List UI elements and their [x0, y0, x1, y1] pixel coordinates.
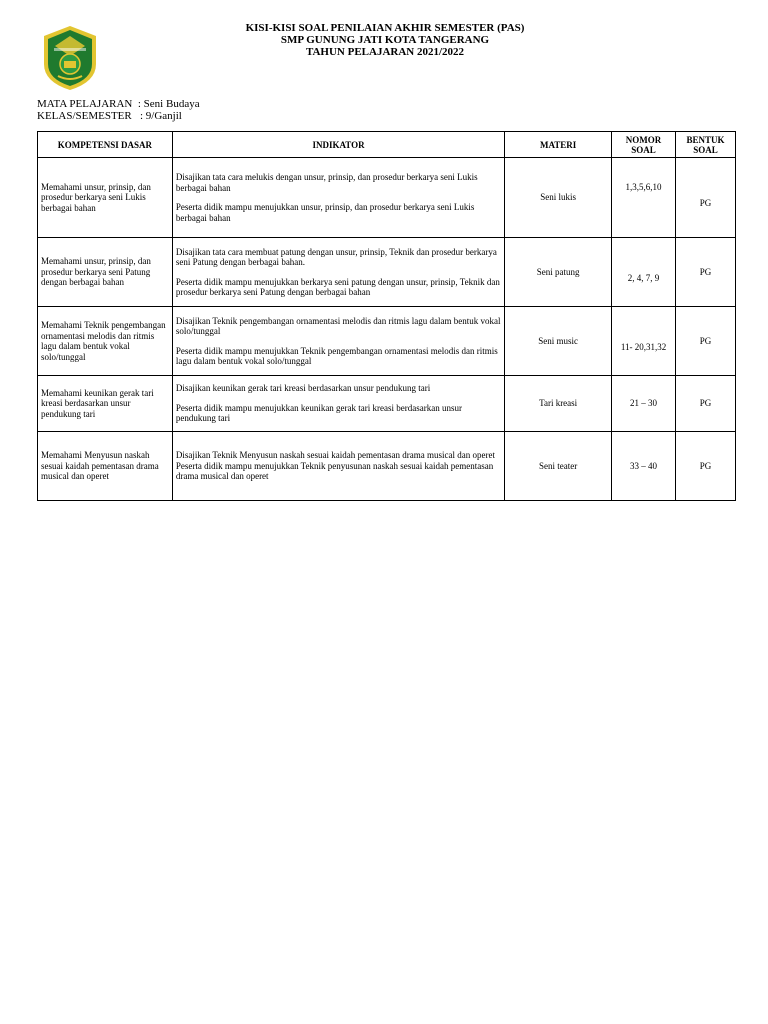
table-row	[38, 432, 736, 501]
indikator-text: Disajikan Teknik pengembangan ornamentasi melodis dan ritmis lagu dalam bentuk vokal solo/tunggal	[175, 315, 501, 336]
bentuk-soal-cell: PG	[676, 376, 736, 432]
kompetensi-dasar-cell: Memahami keunikan gerak tari kreasi berdasarkan unsur pendukung tari	[38, 376, 173, 432]
bentuk-soal-cell: PG	[676, 238, 736, 307]
nomor-soal-cell	[612, 158, 676, 238]
header-nomor-line1: NOMOR	[625, 134, 662, 145]
table-row	[38, 238, 736, 307]
indikator-text: Peserta didik mampu menujukkan unsur, prinsip, dan prosedur berkarya seni Lukis berbagai bahan	[175, 202, 475, 223]
indikator-text: Disajikan tata cara membuat patung dengan unsur, prinsip, Teknik dan prosedur berkarya seni Patung dengan berbagai bahan.	[175, 246, 497, 267]
indikator-cell	[172, 432, 504, 501]
kisi-kisi-table	[37, 131, 736, 501]
nomor-soal-cell	[612, 238, 676, 307]
header-bentuk-soal	[676, 132, 736, 158]
indikator-cell	[172, 158, 504, 238]
class-semester-line: KELAS/SEMESTER : 9/Ganjil	[37, 110, 182, 122]
indikator-text: Peserta didik mampu menujukkan berkarya seni patung dengan unsur, prinsip, Teknik dan prosedur berkarya seni Patung dengan berbagai bahan	[175, 276, 500, 297]
header-school: SMP GUNUNG JATI KOTA TANGERANG	[280, 34, 490, 46]
table-row	[38, 376, 736, 432]
indikator-text: Peserta didik mampu menujukkan Teknik pengembangan ornamentasi melodis dan ritmis lagu dalam bentuk vokal solo/tunggal	[175, 345, 498, 366]
bentuk-soal-value: PG	[699, 198, 712, 209]
table-row	[38, 158, 736, 238]
nomor-soal-cell: 33 – 40	[612, 432, 676, 501]
header-bentuk-line1: BENTUK	[686, 134, 725, 145]
kompetensi-dasar-cell: Memahami Menyusun naskah sesuai kaidah pementasan drama musical dan operet	[38, 432, 173, 501]
kompetensi-dasar-cell: Memahami unsur, prinsip, dan prosedur berkarya seni Lukis berbagai bahan	[38, 158, 173, 238]
bentuk-soal-cell	[676, 158, 736, 238]
nomor-soal-cell: 21 – 30	[612, 376, 676, 432]
header-kompetensi-dasar: KOMPETENSI DASAR	[38, 132, 173, 158]
materi-cell: Seni lukis	[505, 158, 612, 238]
bentuk-soal-cell: PG	[676, 307, 736, 376]
kompetensi-dasar-cell: Memahami Teknik pengembangan ornamentasi melodis dan ritmis lagu dalam bentuk vokal solo/tunggal	[38, 307, 173, 376]
bentuk-soal-cell: PG	[676, 432, 736, 501]
header-nomor-soal	[612, 132, 676, 158]
header-materi: MATERI	[505, 132, 612, 158]
header-nomor-line2: SOAL	[631, 144, 656, 155]
subject-line: MATA PELAJARAN : Seni Budaya	[37, 98, 200, 110]
indikator-cell	[172, 376, 504, 432]
materi-cell: Seni teater	[505, 432, 612, 501]
nomor-soal-value: 1,3,5,6,10	[625, 182, 662, 193]
indikator-text: Peserta didik mampu menujukkan keunikan gerak tari kreasi berdasarkan unsur pendukung tari	[175, 402, 463, 424]
materi-cell: Tari kreasi	[505, 376, 612, 432]
nomor-soal-value: 11- 20,31,32	[620, 341, 667, 352]
materi-cell: Seni music	[505, 307, 612, 376]
indikator-text: Disajikan keunikan gerak tari kreasi berdasarkan unsur pendukung tari	[175, 383, 431, 394]
header-indikator: INDIKATOR	[172, 132, 504, 158]
indikator-cell	[172, 238, 504, 307]
materi-cell: Seni patung	[505, 238, 612, 307]
indikator-text: Disajikan tata cara melukis dengan unsur, prinsip, dan prosedur berkarya seni Lukis berbagai bahan	[175, 172, 478, 193]
table-row	[38, 307, 736, 376]
header-title: KISI-KISI SOAL PENILAIAN AKHIR SEMESTER (PAS)	[245, 22, 525, 34]
nomor-soal-value: 2, 4, 7, 9	[627, 272, 660, 283]
indikator-text: Peserta didik mampu menujukkan Teknik penyusunan naskah sesuai kaidah pementasan drama musical dan operet	[175, 460, 494, 482]
header-year: TAHUN PELAJARAN 2021/2022	[305, 46, 465, 58]
indikator-text: Disajikan Teknik Menyusun naskah sesuai kaidah pementasan drama musical dan operet	[175, 450, 495, 461]
table-header-row	[38, 132, 736, 158]
document-header	[0, 22, 768, 58]
nomor-soal-cell	[612, 307, 676, 376]
document-meta	[37, 98, 200, 122]
header-bentuk-line2: SOAL	[693, 144, 718, 155]
kompetensi-dasar-cell: Memahami unsur, prinsip, dan prosedur berkarya seni Patung dengan berbagai bahan	[38, 238, 173, 307]
indikator-cell	[172, 307, 504, 376]
